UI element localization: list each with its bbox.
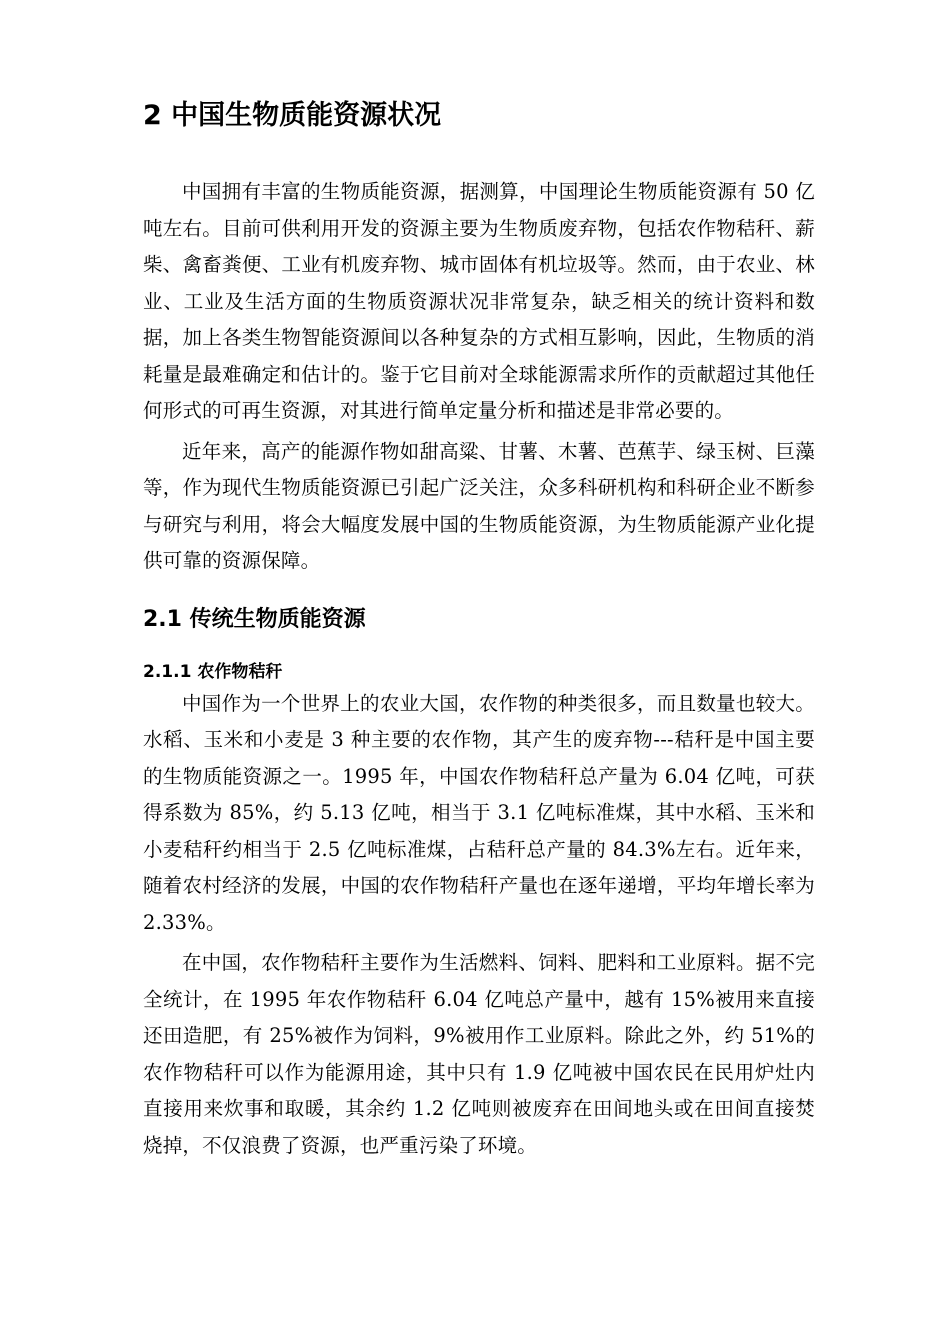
subsubsection-paragraph-2: 在中国，农作物秸秆主要作为生活燃料、饲料、肥料和工业原料。据不完全统计，在 1995 年农作物秸秆 6.04 亿吨总产量中，越有 15%被用来直接还田造肥，有 25%被作为饲料，9%被用作工业原料。除此之外，约 51%的农作物秸秆可以作为能源用途，其中只有 1.9 亿吨被中国农民在民用炉灶内直接用来炊事和取暖，其余约 1.2 亿吨则被废弃在田间地头或在田间直接焚烧掉，不仅浪费了资源，也严重污染了环境。: [143, 951, 815, 1157]
section-paragraph-1: 中国拥有丰富的生物质能资源，据测算，中国理论生物质能资源有 50 亿吨左右。目前可供利用开发的资源主要为生物质废弃物，包括农作物秸秆、薪柴、禽畜粪便、工业有机废弃物、城市固体有机垃圾等。然而，由于农业、林业、工业及生活方面的生物质资源状况非常复杂，缺乏相关的统计资料和数据，加上各类生物智能资源间以各种复杂的方式相互影响，因此，生物质的消耗量是最难确定和估计的。鉴于它目前对全球能源需求所作的贡献超过其他任何形式的可再生资源，对其进行简单定量分析和描述是非常必要的。: [143, 180, 815, 422]
subsection-heading: 2.1 传统生物质能资源: [143, 606, 366, 632]
document-page: [143, 96, 815, 1164]
section-paragraph-2: 近年来，高产的能源作物如甜高粱、甘薯、木薯、芭蕉芋、绿玉树、巨藻等，作为现代生物质能资源已引起广泛关注，众多科研机构和科研企业不断参与研究与利用，将会大幅度发展中国的生物质能资源，为生物质能源产业化提供可靠的资源保障。: [143, 439, 815, 572]
section-heading: 2 中国生物质能资源状况: [143, 100, 442, 131]
subsubsection-heading: 2.1.1 农作物秸秆: [143, 661, 283, 682]
subsubsection-paragraph-1: 中国作为一个世界上的农业大国，农作物的种类很多，而且数量也较大。水稻、玉米和小麦是 3 种主要的农作物，其产生的废弃物---秸秆是中国主要的生物质能资源之一。1995 年，中国农作物秸秆总产量为 6.04 亿吨，可获得系数为 85%，约 5.13 亿吨，相当于 3.1 亿吨标准煤，其中水稻、玉米和小麦秸秆约相当于 2.5 亿吨标准煤，占秸秆总产量的 84.3%左右。近年来，随着农村经济的发展，中国的农作物秸秆产量也在逐年递增，平均年增长率为 2.33%。: [143, 691, 815, 934]
